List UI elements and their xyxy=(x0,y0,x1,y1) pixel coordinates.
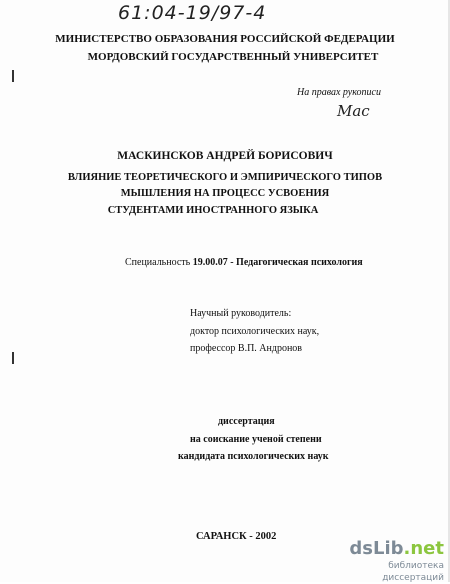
dslib-watermark[interactable] xyxy=(332,538,444,583)
watermark-subtitle: библиотека диссертаций xyxy=(382,561,444,583)
dissertation-purpose: на соискание ученой степени xyxy=(190,434,322,445)
dissertation-type: диссертация xyxy=(218,416,275,427)
advisor-label: Научный руководитель: xyxy=(190,308,292,319)
author-name: МАСКИНСКОВ АНДРЕЙ БОРИСОВИЧ xyxy=(117,150,333,162)
ministry-heading: МИНИСТЕРСТВО ОБРАЗОВАНИЯ РОССИЙСКОЙ ФЕДЕРАЦИИ xyxy=(55,33,395,45)
logo-accent-text: .net xyxy=(403,538,444,559)
university-heading: МОРДОВСКИЙ ГОСУДАРСТВЕННЫЙ УНИВЕРСИТЕТ xyxy=(87,51,379,63)
logo-main-text: dsLib xyxy=(349,538,404,559)
title-line: ВЛИЯНИЕ ТЕОРЕТИЧЕСКОГО И ЭМПИРИЧЕСКОГО ТИПОВ xyxy=(67,172,383,183)
archive-code: 61:04-19/97-4 xyxy=(118,2,267,24)
advisor-name: профессор В.П. Андронов xyxy=(190,343,303,354)
specialty-line xyxy=(125,257,363,268)
specialty-code: 19.00.07 xyxy=(192,257,228,268)
margin-mark xyxy=(12,70,14,82)
dissertation-degree: кандидата психологических наук xyxy=(178,451,329,462)
title-line: СТУДЕНТАМИ ИНОСТРАННОГО ЯЗЫКА xyxy=(107,205,319,216)
rights-note: На правах рукописи xyxy=(297,87,381,98)
title-line: МЫШЛЕНИЯ НА ПРОЦЕСС УСВОЕНИЯ xyxy=(120,188,330,199)
specialty-label: Специальность xyxy=(125,257,193,268)
dslib-logo xyxy=(332,538,444,560)
advisor-degree: доктор психологических наук, xyxy=(190,326,320,337)
city-year: САРАНСК - 2002 xyxy=(196,531,277,542)
specialty-name: - Педагогическая психология xyxy=(227,257,363,268)
handwritten-signature: Мас xyxy=(337,102,370,120)
margin-mark xyxy=(12,352,14,364)
